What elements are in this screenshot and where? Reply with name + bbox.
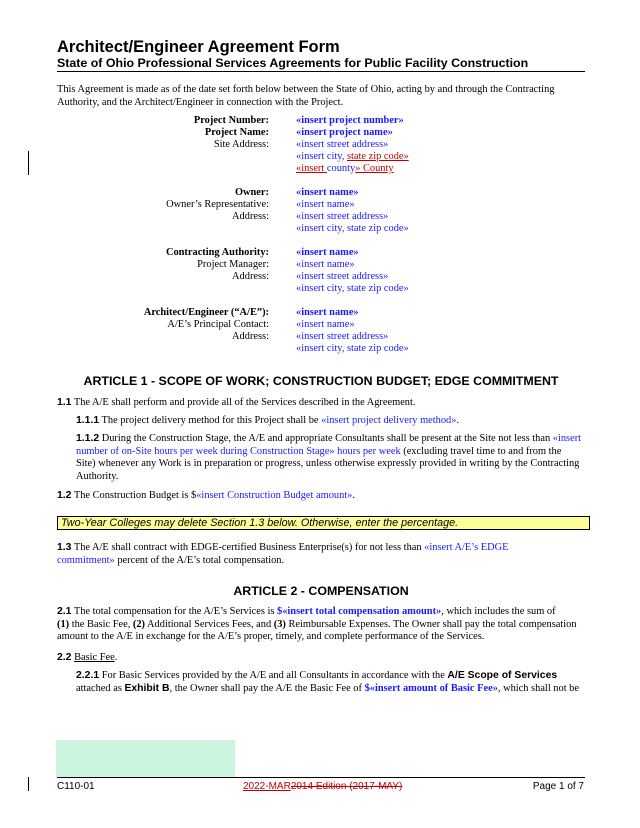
section-number: 2.2.1	[76, 670, 100, 681]
exhibit-b-ref: Exhibit B	[124, 682, 170, 694]
site-county-text: county	[326, 163, 356, 174]
section-text: , which shall not be	[497, 682, 579, 694]
section-text: The A/E shall contract with EDGE-certified Business Enterprise(s) for not less than	[71, 542, 425, 553]
intro-line: Authority, and the Architect/Engineer in connection with the Project.	[57, 96, 344, 108]
edge-commitment-field[interactable]: «insert A/E’s EDGE	[424, 542, 509, 553]
project-manager-field[interactable]: «insert name»	[296, 259, 355, 270]
ae-name-field[interactable]: «insert name»	[296, 307, 359, 318]
edition-text	[243, 781, 402, 794]
list-number: (1)	[57, 618, 70, 630]
footer-change-bar	[28, 777, 29, 791]
owner-address-label: Address:	[232, 211, 269, 222]
section-1-2: 1.2 The Construction Budget is $«insert Construction Budget amount».	[57, 490, 355, 501]
section-2-2: 2.2 Basic Fee.	[57, 652, 118, 663]
section-number: 1.1	[57, 397, 72, 408]
edition-old-struck: 2014 Edition (2017-MAY)	[290, 781, 403, 792]
section-number: 2.1	[57, 606, 72, 617]
footer-highlight-box	[56, 740, 235, 777]
edition-new: 2022-MAR	[243, 781, 291, 792]
section-number: 1.1.1	[76, 415, 100, 426]
site-county-insert-revised: «insert	[296, 163, 327, 174]
intro-paragraph	[57, 84, 585, 109]
site-state-zip-revised: state zip code»	[346, 151, 409, 162]
section-number: 1.3	[57, 542, 72, 553]
site-city-text: «insert city,	[296, 151, 347, 162]
delivery-method-field[interactable]: «insert project delivery method»	[321, 415, 457, 426]
section-1-1-2	[76, 433, 585, 483]
construction-budget-field[interactable]: «insert Construction Budget amount»	[196, 490, 353, 501]
site-city-field[interactable]	[296, 151, 409, 164]
authority-name-field[interactable]: «insert name»	[296, 247, 359, 258]
list-number: (2)	[132, 618, 146, 630]
basic-fee-field[interactable]: $«insert amount of Basic Fee»	[364, 682, 498, 694]
section-text: the Basic Fee,	[69, 618, 133, 630]
site-county-field[interactable]	[296, 163, 394, 176]
section-number: 1.2	[57, 490, 72, 501]
section-title: Basic Fee	[74, 652, 115, 663]
project-name-field[interactable]: «insert project name»	[296, 127, 393, 138]
section-text: Site) whenever any Work is in preparation or progress, unless otherwise expressly provided in writing by the Contracting	[76, 458, 580, 469]
onsite-hours-field-cont[interactable]: number of on-Site hours per week during Construction Stage» hours per week	[76, 445, 401, 457]
ae-contact-field[interactable]: «insert name»	[296, 319, 355, 330]
project-name-label: Project Name:	[204, 127, 269, 138]
section-text: amount to the A/E in exchange for the A/E’s proper, timely, and complete performance of the Services.	[57, 631, 485, 642]
document-title: Architect/Engineer Agreement Form	[57, 38, 340, 56]
ae-address-label: Address:	[232, 331, 269, 342]
section-text: During the Construction Stage, the A/E and appropriate Consultants shall be present at the Site not less than	[99, 433, 553, 444]
total-compensation-field[interactable]: $«insert total compensation amount»	[277, 606, 442, 617]
authority-label: Contracting Authority:	[165, 247, 269, 258]
owner-city-field[interactable]: «insert city, state zip code»	[296, 223, 409, 234]
form-id: C110-01	[57, 781, 95, 792]
section-2-1	[57, 606, 585, 644]
ae-label: Architect/Engineer (“A/E”):	[143, 307, 269, 318]
ae-street-field[interactable]: «insert street address»	[296, 331, 389, 342]
section-text: The total compensation for the A/E’s Services is	[71, 606, 278, 617]
section-1-3	[57, 542, 585, 567]
section-1-1	[57, 397, 585, 410]
section-text: , the Owner shall pay the A/E the Basic Fee of	[169, 682, 365, 694]
authority-city-field[interactable]: «insert city, state zip code»	[296, 283, 409, 294]
project-number-field[interactable]: «insert project number»	[296, 115, 404, 126]
site-address-label: Site Address:	[213, 139, 269, 150]
footer-divider	[57, 777, 585, 778]
section-text: (excluding travel time to and from the	[400, 445, 562, 457]
ae-contact-label: A/E’s Principal Contact:	[167, 319, 269, 330]
site-street-field[interactable]: «insert street address»	[296, 139, 389, 150]
section-text: The A/E shall perform and provide all of the Services described in the Agreement.	[71, 397, 416, 408]
page-number: Page 1 of 7	[532, 781, 584, 792]
instruction-note: Two-Year Colleges may delete Section 1.3 below. Otherwise, enter the percentage.	[57, 516, 590, 530]
project-manager-label: Project Manager:	[197, 259, 269, 270]
article-1-heading: ARTICLE 1 - SCOPE OF WORK; CONSTRUCTION BUDGET; EDGE COMMITMENT	[83, 374, 559, 388]
authority-address-label: Address:	[232, 271, 269, 282]
ae-city-field[interactable]: «insert city, state zip code»	[296, 343, 409, 354]
project-number-label: Project Number:	[193, 115, 269, 126]
section-text: Authority.	[76, 470, 119, 482]
section-text: The project delivery method for this Project shall be	[99, 415, 322, 426]
section-number: 2.2	[57, 652, 72, 663]
owner-rep-label: Owner’s Representative:	[166, 199, 269, 210]
owner-name-field[interactable]: «insert name»	[296, 187, 359, 198]
section-text: For Basic Services provided by the A/E and all Consultants in accordance with the	[99, 670, 448, 681]
intro-line: This Agreement is made as of the date set forth below between the State of Ohio, acting by and through the Contracting	[57, 84, 555, 95]
title-divider	[57, 71, 585, 72]
site-county-suffix-revised: » County	[355, 163, 394, 174]
revision-change-bar	[28, 151, 29, 175]
list-number: (3)	[273, 618, 286, 630]
owner-label: Owner:	[234, 187, 269, 198]
section-text: Reimbursable Expenses. The Owner shall pay the total compensation	[285, 618, 577, 630]
section-text: attached as	[76, 682, 125, 694]
section-2-2-1	[76, 670, 585, 695]
article-2-heading: ARTICLE 2 - COMPENSATION	[233, 584, 409, 598]
owner-street-field[interactable]: «insert street address»	[296, 211, 389, 222]
section-text: percent of the A/E’s total compensation.	[114, 554, 285, 566]
edge-commitment-field-cont[interactable]: commitment»	[57, 554, 115, 566]
section-text: Additional Services Fees, and	[145, 618, 274, 630]
authority-street-field[interactable]: «insert street address»	[296, 271, 389, 282]
section-number: 1.1.2	[76, 433, 100, 444]
owner-rep-field[interactable]: «insert name»	[296, 199, 355, 210]
document-subtitle: State of Ohio Professional Services Agreements for Public Facility Construction	[57, 56, 529, 70]
onsite-hours-field[interactable]: «insert	[552, 433, 582, 444]
section-text: , which includes the sum of	[441, 606, 556, 617]
scope-of-services-ref: A/E Scope of Services	[447, 670, 558, 681]
section-text: The Construction Budget is $	[71, 490, 197, 501]
section-1-1-1: 1.1.1 The project delivery method for this Project shall be «insert project delivery method».	[76, 415, 460, 426]
